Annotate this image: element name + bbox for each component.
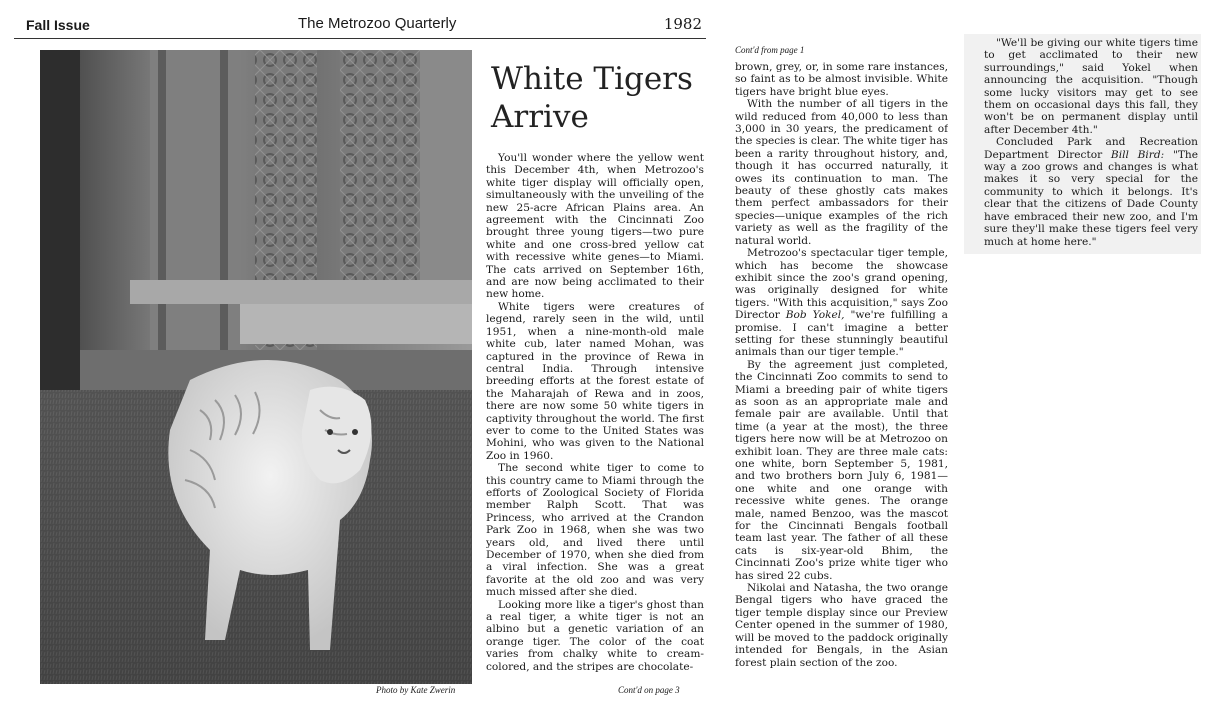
- person-name: Bob Yokel,: [785, 309, 845, 322]
- continuation-page-2: [733, 43, 949, 697]
- article-column-2: [735, 61, 948, 696]
- article-column-3: [984, 37, 1198, 252]
- paragraph: "We'll be giving our white tigers time to get acclimated to their new surroundings," said Yokel when announcing the acquisition. "Though some lucky visitors may get to see them on occasional days this fall, they won't be on permanent display until after December 4th.": [984, 37, 1198, 136]
- headline-line-2: Arrive: [491, 99, 589, 135]
- paragraph-text: Metrozoo's spectacular tiger temple, which has become the showcase exhibit since the zoo's grand opening, was originally designed for white tigers. "With this acquisition," says Zoo Director: [735, 247, 948, 322]
- issue-label: Fall Issue: [26, 17, 90, 33]
- person-name: Bill Bird:: [1110, 148, 1165, 161]
- paragraph: With the number of all tigers in the wild reduced from 40,000 to less than 3,000 in 30 years, the predicament of the species is clear. The white tiger has been a rarity throughout history, and, though it has occurred naturally, it owes its continuation to man. The beauty of these ghostly cats makes them perfect ambassadors for their species—unique examples of the rich variety as well as the fragility of the natural world.: [735, 98, 948, 247]
- headline-line-1: White Tigers: [491, 61, 693, 97]
- paragraph: White tigers were creatures of legend, rarely seen in the wild, until 1951, when a nine-month-old male white cub, later named Mohan, was captured in the province of Rewa in central India. Through intensive breeding efforts at the forest estate of the Maharajah of Rewa and in zoos, there are now some 50 white tigers in captivity throughout the world. The first ever to come to the United States was Mohini, who was given to the National Zoo in 1960.: [486, 300, 704, 462]
- paragraph: Looking more like a tiger's ghost than a real tiger, a white tiger is not an albino but a genetic variation of an orange tiger. The color of the coat varies from chalky white to cream-colored, and the stripes are chocolate-: [486, 598, 704, 673]
- continued-from-note: Cont'd from page 1: [735, 45, 805, 55]
- paragraph: Nikolai and Natasha, the two orange Bengal tigers who have graced the tiger temple display since our Preview Center opened in the summer of 1980, will be moved to the paddock originally intended for Bengals, in the Asian forest plain section of the zoo.: [735, 582, 948, 669]
- paragraph: You'll wonder where the yellow went this December 4th, when Metrozoo's white tiger display will officially open, simultaneously with the unveiling of the new 25-acre African Plains area. An agreement with the Cincinnati Zoo brought three young tigers—two pure white and one cross-bred yellow cat with recessive white genes—to Miami. The cats arrived on September 16th, and are now being acclimated to their new home.: [486, 152, 704, 301]
- issue-year: 1982: [663, 15, 702, 33]
- article-column-1: [486, 152, 704, 692]
- paragraph: [984, 136, 1198, 248]
- paragraph-text: Concluded Park and Recreation Department Director: [984, 136, 1198, 161]
- paragraph-text: "we're fulfilling a promise. I can't imagine a better setting for these stunningly beautiful animals than our tiger temple.": [735, 309, 948, 359]
- publication-title: The Metrozoo Quarterly: [298, 15, 457, 32]
- paragraph: brown, grey, or, in some rare instances, so faint as to be almost invisible. White tigers have bright blue eyes.: [735, 61, 948, 98]
- paragraph: [735, 247, 948, 359]
- paragraph: By the agreement just completed, the Cincinnati Zoo commits to send to Miami a breeding pair of white tigers as soon as an appropriate male and female pair are available. Until that time (a year at the most), the three tigers here now will be at Metrozoo on exhibit loan. They are three male cats: one white, born September 5, 1981, and two brothers born July 6, 1981—one white and one orange with recessive white genes. The orange male, named Benzoo, was the mascot for the Cincinnati Bengals football team last year. The father of all these cats is six-year-old Bhim, the Cincinnati Zoo's prize white tiger who has sired 22 cubs.: [735, 358, 948, 582]
- continued-note: Cont'd on page 3: [618, 685, 680, 695]
- page-header: [14, 14, 704, 36]
- paragraph-text: "The way a zoo grows and changes is what makes it so very special for the community to which it belongs. It's clear that the citizens of Dade County have embraced their new zoo, and I'm sure they'll make these tigers feel very much at home here.": [984, 148, 1198, 248]
- white-tiger-photo: [40, 50, 472, 684]
- photo-credit: Photo by Kate Zwerin: [376, 685, 456, 695]
- continuation-page-3: [964, 34, 1201, 254]
- photo-illustration: [40, 50, 472, 684]
- header-rule: [14, 38, 706, 39]
- paragraph: The second white tiger to come to this country came to Miami through the efforts of Zoological Society of Florida member Ralph Scott. That was Princess, who arrived at the Crandon Park Zoo in 1968, when she was two years old, and lived there until December of 1970, when she died from a viral infection. She was a great favorite at the old zoo and was very much missed after she died.: [486, 462, 704, 599]
- article-headline: [491, 60, 706, 136]
